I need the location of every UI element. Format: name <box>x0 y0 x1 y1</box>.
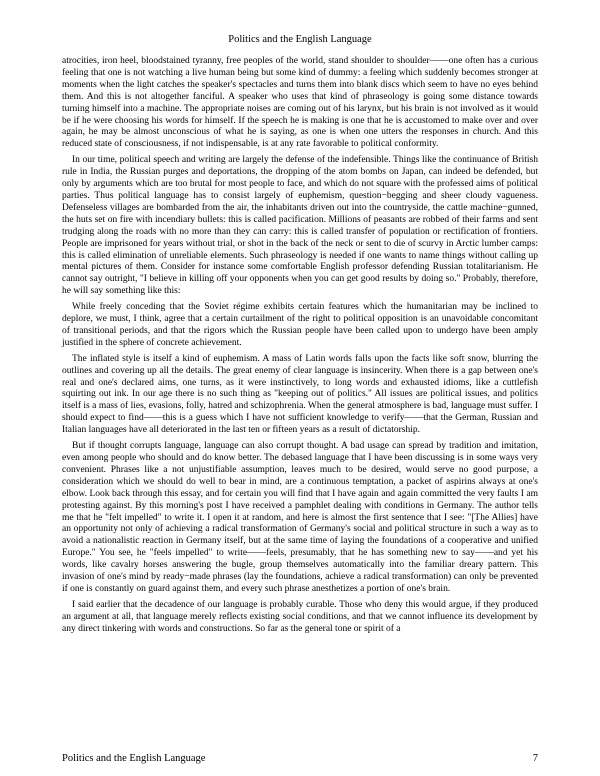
paragraph: atrocities, iron heel, bloodstained tyranny, free peoples of the world, stand shoulder to shoulder——one often has a curious feeling that one is not watching a live human being but some kind of dummy: a feeling which suddenly becomes stronger at moments when the light catches the speaker's spectacles and turns them into blank discs which seem to have no eyes behind them. And this is not altogether fanciful. A speaker who uses that kind of phraseology is going some distance towards turning himself into a machine. The appropriate noises are coming out of his larynx, but his brain is not involved as it would be if he were choosing his words for himself. If the speech he is making is one that he is accustomed to make over and over again, he may be almost unconscious of what he is saying, as one is when one utters the responses in church. And this reduced state of consciousness, if not indispensable, is at any rate favorable to political conformity. <box>62 56 538 150</box>
footer-title: Politics and the English Language <box>62 753 206 764</box>
paragraph: The inflated style is itself a kind of euphemism. A mass of Latin words falls upon the facts like soft snow, blurring the outlines and covering up all the details. The great enemy of clear language is insincerity. When there is a gap between one's real and one's declared aims, one turns, as it were instinctively, to long words and exhausted idioms, like a cuttlefish squirting out ink. In our age there is no such thing as "keeping out of politics." All issues are political issues, and politics itself is a mass of lies, evasions, folly, hatred and schizophrenia. When the general atmosphere is bad, language must suffer. I should expect to find——this is a guess which I have not sufficient knowledge to verify——that the German, Russian and Italian languages have all deteriorated in the last ten or fifteen years as a result of dictatorship. <box>62 353 538 436</box>
paragraph: While freely conceding that the Soviet régime exhibits certain features which the humanitarian may be inclined to deplore, we must, I think, agree that a certain curtailment of the right to political opposition is an unavoidable concomitant of transitional periods, and that the rigors which the Russian people have been called upon to undergo have been amply justified in the sphere of concrete achievement. <box>62 302 538 348</box>
paragraph: I said earlier that the decadence of our language is probably curable. Those who deny this would argue, if they produced an argument at all, that language merely reflects existing social conditions, and that we cannot influence its development by any direct tinkering with words and constructions. So far as the general tone or spirit of a <box>62 599 538 634</box>
paragraph: In our time, political speech and writing are largely the defense of the indefensible. Things like the continuance of British rule in India, the Russian purges and deportations, the dropping of the atom bombs on Japan, can indeed be defended, but only by arguments which are too brutal for most people to face, and which do not square with the professed aims of political parties. Thus political language has to consist largely of euphemism, question−begging and sheer cloudy vagueness. Defenseless villages are bombarded from the air, the inhabitants driven out into the countryside, the cattle machine−gunned, the huts set on fire with incendiary bullets: this is called pacification. Millions of peasants are robbed of their farms and sent trudging along the roads with no more than they can carry: this is called transfer of population or rectification of frontiers. People are imprisoned for years without trial, or shot in the back of the neck or sent to die of scurvy in Arctic lumber camps: this is called elimination of unreliable elements. Such phraseology is needed if one wants to name things without calling up mental pictures of them. Consider for instance some comfortable English professor defending Russian totalitarianism. He cannot say outright, "I believe in killing off your opponents when you can get good results by doing so." Probably, therefore, he will say something like this: <box>62 155 538 297</box>
page-footer <box>62 752 538 765</box>
document-body <box>62 56 538 636</box>
paragraph: But if thought corrupts language, language can also corrupt thought. A bad usage can spread by tradition and imitation, even among people who should and do know better. The debased language that I have been discussing is in some ways very convenient. Phrases like a not unjustifiable assumption, leaves much to be desired, would serve no good purpose, a consideration which we should do well to bear in mind, are a continuous temptation, a packet of aspirins always at one's elbow. Look back through this essay, and for certain you will find that I have again and again committed the very faults I am protesting against. By this morning's post I have received a pamphlet dealing with conditions in Germany. The author tells me that he "felt impelled" to write it. I open it at random, and here is almost the first sentence that I see: "[The Allies] have an opportunity not only of achieving a radical transformation of Germany's social and political structure in such a way as to avoid a nationalistic reaction in Germany itself, but at the same time of laying the foundations of a cooperative and unified Europe." You see, he "feels impelled" to write——feels, presumably, that he has something new to say——and yet his words, like cavalry horses answering the bugle, group themselves automatically into the familiar dreary pattern. This invasion of one's mind by ready−made phrases (lay the foundations, achieve a radical transformation) can only be prevented if one is constantly on guard against them, and every such phrase anesthetizes a portion of one's brain. <box>62 441 538 594</box>
page-header-title: Politics and the English Language <box>228 34 372 45</box>
page-number: 7 <box>532 753 538 764</box>
